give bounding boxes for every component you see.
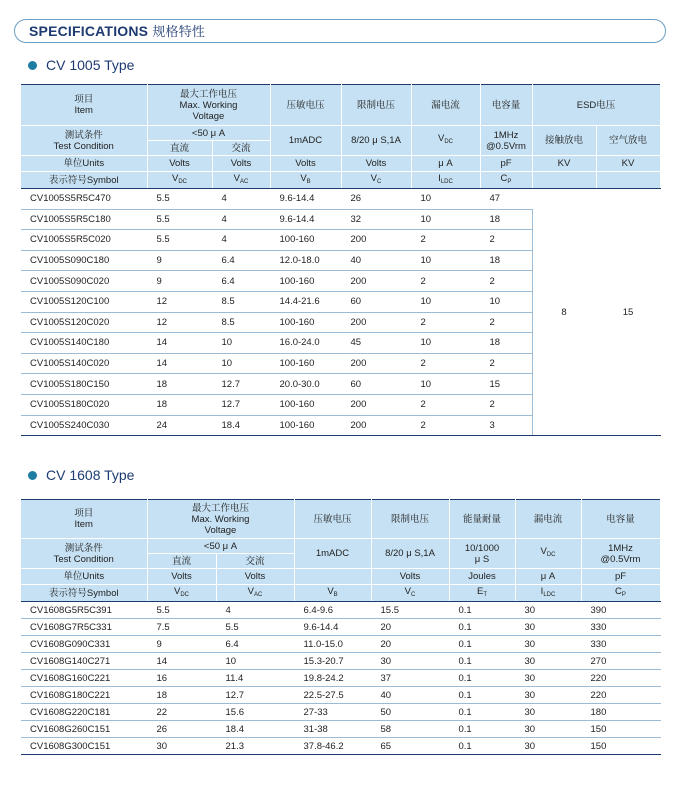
value-cell: 40	[371, 687, 449, 704]
unit-cell: Volts	[216, 569, 294, 585]
value-cell: 9.6-14.4	[270, 209, 341, 230]
value-cell: 12	[147, 312, 212, 333]
value-cell: 14	[147, 653, 216, 670]
value-cell: 15.5	[371, 602, 449, 619]
value-cell: 14	[147, 353, 212, 374]
model-number-cell: CV1005S140C020	[21, 353, 147, 374]
bullet-dot-icon	[28, 61, 37, 70]
value-cell: 100-160	[270, 271, 341, 292]
value-cell: 12.7	[212, 374, 270, 395]
page-title-en: SPECIFICATIONS	[29, 23, 149, 39]
value-cell: 11.0-15.0	[294, 636, 371, 653]
header-energy: 能量耐量	[449, 500, 515, 539]
condition-energy: 10/1000 μ S	[449, 539, 515, 569]
value-cell: 2	[411, 312, 480, 333]
spec-table-cv1005	[21, 84, 661, 436]
condition-ac: 交流	[212, 141, 270, 156]
section-title: CV 1005 Type	[46, 57, 135, 73]
value-cell: 30	[515, 738, 581, 755]
model-number-cell: CV1608G7R5C331	[21, 619, 147, 636]
value-cell: 5.5	[147, 209, 212, 230]
value-cell: 0.1	[449, 636, 515, 653]
value-cell: 20	[371, 619, 449, 636]
section-cv1608-heading	[28, 466, 134, 484]
value-cell: 3	[480, 415, 532, 436]
value-cell: 37.8-46.2	[294, 738, 371, 755]
value-cell: 22	[147, 704, 216, 721]
value-cell: 10	[216, 653, 294, 670]
value-cell: 45	[341, 333, 411, 354]
header-clamping-voltage: 限制电压	[341, 85, 411, 126]
value-cell: 30	[515, 619, 581, 636]
value-cell: 4	[216, 602, 294, 619]
unit-cell: KV	[532, 156, 596, 172]
value-cell: 100-160	[270, 230, 341, 251]
value-cell: 10	[411, 250, 480, 271]
unit-cell: pF	[581, 569, 660, 585]
symbol-label: 表示符号Symbol	[21, 585, 147, 602]
model-number-cell: CV1005S120C100	[21, 291, 147, 312]
value-cell: 330	[581, 636, 660, 653]
value-cell: 2	[411, 394, 480, 415]
value-cell: 2	[480, 394, 532, 415]
value-cell: 12.0-18.0	[270, 250, 341, 271]
value-cell: 5.5	[147, 189, 212, 210]
condition-capacitance: 1MHz @0.5Vrm	[480, 126, 532, 156]
condition-clamp: 8/20 μ S,1A	[341, 126, 411, 156]
model-number-cell: CV1608G300C151	[21, 738, 147, 755]
value-cell: 26	[147, 721, 216, 738]
header-varistor-voltage: 压敏电压	[294, 500, 371, 539]
condition-current: <50 μ A	[147, 126, 270, 141]
unit-cell	[294, 569, 371, 585]
condition-current: <50 μ A	[147, 539, 294, 554]
units-label: 单位Units	[21, 569, 147, 585]
unit-cell: KV	[596, 156, 660, 172]
value-cell: 180	[581, 704, 660, 721]
value-cell: 30	[515, 704, 581, 721]
value-cell: 32	[341, 209, 411, 230]
value-cell: 30	[515, 670, 581, 687]
value-cell: 150	[581, 721, 660, 738]
model-number-cell: CV1005S5R5C180	[21, 209, 147, 230]
value-cell: 14	[147, 333, 212, 354]
condition-varistor: 1mADC	[294, 539, 371, 569]
value-cell: 2	[411, 415, 480, 436]
bullet-dot-icon	[28, 471, 37, 480]
value-cell: 200	[341, 271, 411, 292]
value-cell: 270	[581, 653, 660, 670]
model-number-cell: CV1005S140C180	[21, 333, 147, 354]
value-cell: 2	[411, 271, 480, 292]
value-cell: 2	[480, 312, 532, 333]
header-item: 项目 Item	[21, 500, 147, 539]
model-number-cell: CV1005S090C020	[21, 271, 147, 292]
value-cell: 2	[480, 230, 532, 251]
table-row	[21, 653, 660, 670]
symbol-cell	[532, 172, 596, 189]
table-row	[21, 619, 660, 636]
model-number-cell: CV1005S120C020	[21, 312, 147, 333]
value-cell: 18	[480, 209, 532, 230]
condition-ac: 交流	[216, 554, 294, 569]
units-label: 单位Units	[21, 156, 147, 172]
value-cell: 6.4	[216, 636, 294, 653]
value-cell: 0.1	[449, 670, 515, 687]
value-cell: 24	[147, 415, 212, 436]
esd-air-value: 15	[596, 189, 660, 436]
value-cell: 5.5	[216, 619, 294, 636]
value-cell: 14.4-21.6	[270, 291, 341, 312]
value-cell: 15.3-20.7	[294, 653, 371, 670]
symbol-cell: $E_T$	[449, 585, 515, 602]
symbol-cell: $V_{DC}$	[147, 172, 212, 189]
symbol-cell: $V_C$	[371, 585, 449, 602]
header-varistor-voltage: 压敏电压	[270, 85, 341, 126]
table-row	[21, 687, 660, 704]
value-cell: 200	[341, 415, 411, 436]
value-cell: 11.4	[216, 670, 294, 687]
value-cell: 9	[147, 636, 216, 653]
model-number-cell: CV1608G180C221	[21, 687, 147, 704]
value-cell: 31-38	[294, 721, 371, 738]
unit-cell: Joules	[449, 569, 515, 585]
value-cell: 5.5	[147, 230, 212, 251]
value-cell: 37	[371, 670, 449, 687]
symbol-cell: $V_B$	[270, 172, 341, 189]
header-capacitance: 电容量	[581, 500, 660, 539]
header-item: 项目 Item	[21, 85, 147, 126]
page-title	[29, 21, 205, 43]
condition-leakage: $V_{DC}$	[411, 126, 480, 156]
model-number-cell: CV1005S240C030	[21, 415, 147, 436]
value-cell: 9.6-14.4	[270, 189, 341, 210]
symbol-cell: $C_P$	[581, 585, 660, 602]
value-cell: 0.1	[449, 704, 515, 721]
value-cell: 6.4	[212, 271, 270, 292]
value-cell: 8.5	[212, 291, 270, 312]
value-cell: 4	[212, 209, 270, 230]
specifications-banner	[14, 19, 666, 43]
value-cell: 0.1	[449, 738, 515, 755]
value-cell: 21.3	[216, 738, 294, 755]
unit-cell: Volts	[212, 156, 270, 172]
symbol-cell: $V_{AC}$	[212, 172, 270, 189]
value-cell: 7.5	[147, 619, 216, 636]
value-cell: 390	[581, 602, 660, 619]
table-row	[21, 636, 660, 653]
value-cell: 30	[515, 687, 581, 704]
unit-cell: Volts	[371, 569, 449, 585]
value-cell: 100-160	[270, 353, 341, 374]
value-cell: 5.5	[147, 602, 216, 619]
value-cell: 18	[147, 374, 212, 395]
header-esd-voltage: ESD电压	[532, 85, 660, 126]
unit-cell: Volts	[341, 156, 411, 172]
value-cell: 2	[411, 353, 480, 374]
value-cell: 0.1	[449, 602, 515, 619]
condition-contact-discharge: 接触放电	[532, 126, 596, 156]
value-cell: 18	[147, 394, 212, 415]
header-leakage-current: 漏电流	[411, 85, 480, 126]
value-cell: 10	[212, 333, 270, 354]
table-row	[21, 602, 660, 619]
symbol-cell: $V_{AC}$	[216, 585, 294, 602]
value-cell: 12.7	[216, 687, 294, 704]
value-cell: 12.7	[212, 394, 270, 415]
condition-clamp: 8/20 μ S,1A	[371, 539, 449, 569]
value-cell: 40	[341, 250, 411, 271]
model-number-cell: CV1608G5R5C391	[21, 602, 147, 619]
symbol-cell: $V_B$	[294, 585, 371, 602]
unit-cell: pF	[480, 156, 532, 172]
value-cell: 65	[371, 738, 449, 755]
value-cell: 100-160	[270, 394, 341, 415]
model-number-cell: CV1608G260C151	[21, 721, 147, 738]
value-cell: 20	[371, 636, 449, 653]
value-cell: 18	[147, 687, 216, 704]
value-cell: 16.0-24.0	[270, 333, 341, 354]
value-cell: 19.8-24.2	[294, 670, 371, 687]
unit-cell: μ A	[411, 156, 480, 172]
header-leakage-current: 漏电流	[515, 500, 581, 539]
model-number-cell: CV1005S5R5C020	[21, 230, 147, 251]
table-row	[21, 704, 660, 721]
symbol-cell: $I_{LDC}$	[411, 172, 480, 189]
value-cell: 30	[515, 653, 581, 670]
model-number-cell: CV1005S180C020	[21, 394, 147, 415]
value-cell: 200	[341, 353, 411, 374]
value-cell: 18.4	[212, 415, 270, 436]
value-cell: 2	[480, 353, 532, 374]
condition-capacitance: 1MHz @0.5Vrm	[581, 539, 660, 569]
value-cell: 6.4	[212, 250, 270, 271]
value-cell: 220	[581, 687, 660, 704]
model-number-cell: CV1005S5R5C470	[21, 189, 147, 210]
value-cell: 30	[515, 602, 581, 619]
condition-varistor: 1mADC	[270, 126, 341, 156]
symbol-cell: $V_{DC}$	[147, 585, 216, 602]
symbol-label: 表示符号Symbol	[21, 172, 147, 189]
value-cell: 10	[212, 353, 270, 374]
value-cell: 9.6-14.4	[294, 619, 371, 636]
model-number-cell: CV1005S090C180	[21, 250, 147, 271]
symbol-cell: $I_{LDC}$	[515, 585, 581, 602]
value-cell: 18	[480, 250, 532, 271]
value-cell: 30	[147, 738, 216, 755]
model-number-cell: CV1608G140C271	[21, 653, 147, 670]
symbol-cell: $C_P$	[480, 172, 532, 189]
section-cv1005-heading	[28, 56, 134, 74]
value-cell: 2	[480, 271, 532, 292]
symbol-cell: $V_C$	[341, 172, 411, 189]
value-cell: 47	[480, 189, 532, 210]
value-cell: 30	[371, 653, 449, 670]
value-cell: 0.1	[449, 687, 515, 704]
header-max-working-voltage: 最大工作电压 Max. Working Voltage	[147, 500, 294, 539]
value-cell: 60	[341, 291, 411, 312]
value-cell: 22.5-27.5	[294, 687, 371, 704]
condition-air-discharge: 空气放电	[596, 126, 660, 156]
section-title: CV 1608 Type	[46, 467, 135, 483]
header-clamping-voltage: 限制电压	[371, 500, 449, 539]
unit-cell: Volts	[147, 156, 212, 172]
value-cell: 16	[147, 670, 216, 687]
value-cell: 2	[411, 230, 480, 251]
page-title-cn: 规格特性	[152, 25, 206, 40]
value-cell: 330	[581, 619, 660, 636]
value-cell: 0.1	[449, 619, 515, 636]
table-row	[21, 738, 660, 755]
value-cell: 150	[581, 738, 660, 755]
value-cell: 8.5	[212, 312, 270, 333]
table-row	[21, 189, 660, 210]
value-cell: 6.4-9.6	[294, 602, 371, 619]
value-cell: 58	[371, 721, 449, 738]
header-max-working-voltage: 最大工作电压 Max. Working Voltage	[147, 85, 270, 126]
value-cell: 9	[147, 250, 212, 271]
condition-dc: 直流	[147, 554, 216, 569]
value-cell: 10	[411, 209, 480, 230]
value-cell: 18	[480, 333, 532, 354]
header-test-condition: 测试条件 Test Condition	[21, 539, 147, 569]
model-number-cell: CV1608G090C331	[21, 636, 147, 653]
value-cell: 10	[411, 333, 480, 354]
table-row	[21, 721, 660, 738]
value-cell: 4	[212, 189, 270, 210]
unit-cell: Volts	[270, 156, 341, 172]
value-cell: 200	[341, 394, 411, 415]
value-cell: 60	[341, 374, 411, 395]
table-row	[21, 670, 660, 687]
value-cell: 15.6	[216, 704, 294, 721]
condition-dc: 直流	[147, 141, 212, 156]
symbol-cell	[596, 172, 660, 189]
value-cell: 200	[341, 230, 411, 251]
header-capacitance: 电容量	[480, 85, 532, 126]
value-cell: 10	[480, 291, 532, 312]
spec-table-cv1608	[21, 499, 661, 755]
esd-contact-value: 8	[532, 189, 596, 436]
value-cell: 10	[411, 374, 480, 395]
value-cell: 0.1	[449, 653, 515, 670]
value-cell: 12	[147, 291, 212, 312]
value-cell: 10	[411, 291, 480, 312]
model-number-cell: CV1608G220C181	[21, 704, 147, 721]
unit-cell: μ A	[515, 569, 581, 585]
value-cell: 200	[341, 312, 411, 333]
condition-leakage: $V_{DC}$	[515, 539, 581, 569]
value-cell: 220	[581, 670, 660, 687]
value-cell: 10	[411, 189, 480, 210]
unit-cell: Volts	[147, 569, 216, 585]
header-test-condition: 测试条件 Test Condition	[21, 126, 147, 156]
value-cell: 100-160	[270, 415, 341, 436]
value-cell: 0.1	[449, 721, 515, 738]
value-cell: 30	[515, 721, 581, 738]
value-cell: 20.0-30.0	[270, 374, 341, 395]
value-cell: 18.4	[216, 721, 294, 738]
value-cell: 4	[212, 230, 270, 251]
model-number-cell: CV1608G160C221	[21, 670, 147, 687]
model-number-cell: CV1005S180C150	[21, 374, 147, 395]
value-cell: 27-33	[294, 704, 371, 721]
value-cell: 9	[147, 271, 212, 292]
value-cell: 15	[480, 374, 532, 395]
value-cell: 100-160	[270, 312, 341, 333]
value-cell: 30	[515, 636, 581, 653]
value-cell: 50	[371, 704, 449, 721]
value-cell: 26	[341, 189, 411, 210]
